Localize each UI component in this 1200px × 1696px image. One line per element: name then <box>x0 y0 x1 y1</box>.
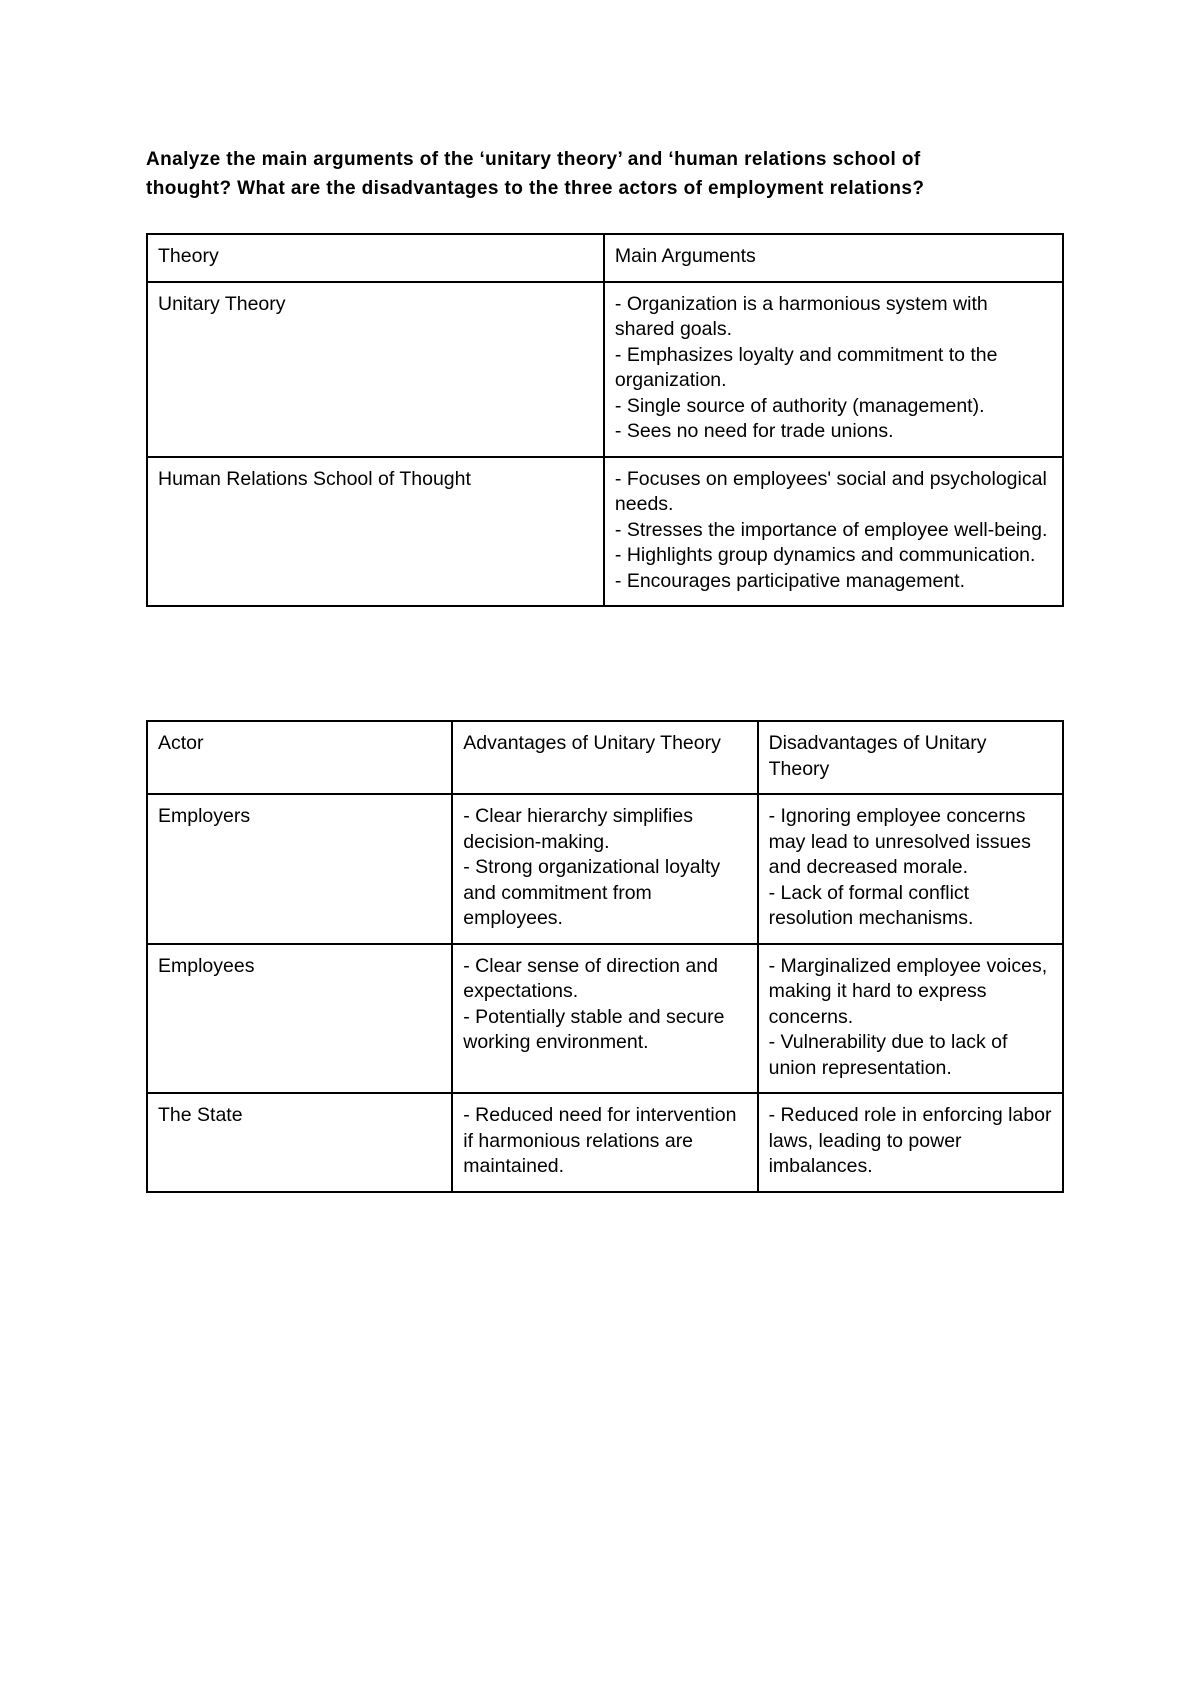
question-heading <box>146 145 1076 203</box>
advantages-cell <box>452 794 757 944</box>
advantage-item: - Potentially stable and secure working environment. <box>463 1005 725 1053</box>
actor-table <box>146 720 1064 1193</box>
advantages-cell <box>452 1093 757 1192</box>
advantage-item: - Clear sense of direction and expectations. <box>463 954 718 1002</box>
disadvantage-item: - Vulnerability due to lack of union representation. <box>768 1031 1008 1079</box>
argument-item: - Focuses on employees' social and psychological needs. <box>614 467 1047 515</box>
table-row <box>147 1093 1063 1192</box>
disadvantage-item: - Reduced role in enforcing labor laws, leading to power imbalances. <box>768 1104 1052 1177</box>
question-line-1: Analyze the main arguments of the ‘unitary theory’ and ‘human relations school of <box>146 149 921 170</box>
advantage-item: - Reduced need for intervention if harmonious relations are maintained. <box>463 1104 737 1177</box>
argument-item: - Encourages participative management. <box>614 569 966 592</box>
disadvantages-cell <box>758 944 1063 1094</box>
theory-table <box>146 233 1064 607</box>
disadvantage-item: - Lack of formal conflict resolution mechanisms. <box>768 881 974 929</box>
argument-item: - Stresses the importance of employee well-being. <box>614 518 1048 541</box>
disadvantages-cell <box>758 1093 1063 1192</box>
header-actor: Actor <box>147 721 452 794</box>
table-row <box>147 282 1063 457</box>
advantage-item: - Strong organizational loyalty and commitment from employees. <box>463 856 721 929</box>
actor-name: Employers <box>147 794 452 944</box>
argument-item: - Emphasizes loyalty and commitment to the organization. <box>614 343 998 391</box>
theory-arguments <box>604 457 1063 607</box>
table-row <box>147 794 1063 944</box>
header-advantages: Advantages of Unitary Theory <box>452 721 757 794</box>
disadvantages-cell <box>758 794 1063 944</box>
table-header-row <box>147 721 1063 794</box>
argument-item: - Organization is a harmonious system with shared goals. <box>614 292 988 340</box>
theory-name: Unitary Theory <box>147 282 604 457</box>
table-header-row <box>147 234 1063 282</box>
advantage-item: - Clear hierarchy simplifies decision-making. <box>463 805 693 853</box>
theory-arguments <box>604 282 1063 457</box>
header-theory: Theory <box>147 234 604 282</box>
advantages-cell <box>452 944 757 1094</box>
table-row <box>147 944 1063 1094</box>
actor-name: Employees <box>147 944 452 1094</box>
header-main-arguments: Main Arguments <box>604 234 1063 282</box>
header-disadvantages: Disadvantages of Unitary Theory <box>758 721 1063 794</box>
table-row <box>147 457 1063 607</box>
argument-item: - Single source of authority (management). <box>614 394 985 417</box>
theory-name: Human Relations School of Thought <box>147 457 604 607</box>
disadvantage-item: - Ignoring employee concerns may lead to unresolved issues and decreased morale. <box>768 805 1031 878</box>
question-line-2: thought? What are the disadvantages to the three actors of employment relations? <box>146 178 925 199</box>
argument-item: - Sees no need for trade unions. <box>614 420 894 442</box>
argument-item: - Highlights group dynamics and communication. <box>614 544 1036 566</box>
disadvantage-item: - Marginalized employee voices, making it hard to express concerns. <box>768 954 1048 1028</box>
actor-name: The State <box>147 1093 452 1192</box>
